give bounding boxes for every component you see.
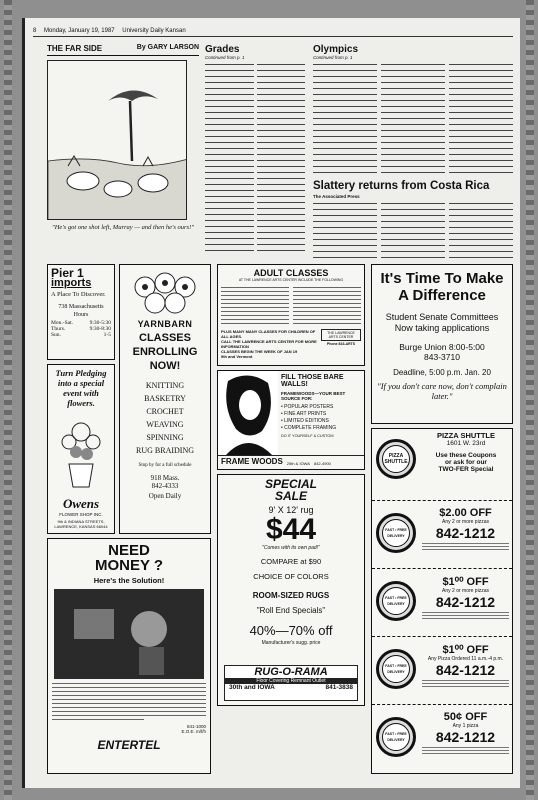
yarnbarn-name: YARNBARN [137,319,193,329]
pizza-coupon-logo [376,581,416,621]
pizza-coupon-form-line [422,612,509,613]
pizza-coupon-phone: 842-1212 [435,525,496,541]
framewoods-list-item [281,404,361,411]
rugorama-name: RUG-O-RAMA [254,666,328,678]
pier1-logo [51,268,111,288]
rug-percent-off: 40%—70% off [249,623,333,638]
senate-deadline: Deadline, 5:00 p.m. Jan. 20 [393,368,491,377]
adult-title: ADULT CLASSES [253,268,329,278]
rug-size: 9' X 12' rug [268,505,314,515]
far-side-comic [47,44,199,244]
pizza-coupon-form-line [422,686,509,687]
owens-ad [47,364,115,534]
pizza-coupon-form-line [422,615,509,616]
pizza-coupon-form-line [422,543,509,544]
pier1-hours-time: 1-5 [103,332,111,338]
page-number: 8 [33,28,37,34]
bullet-icon: • [281,404,285,410]
framewoods-list-label: FINE ART PRINTS [284,411,327,417]
framewoods-headline: FILL THOSE BARE WALLS! [281,374,344,388]
adult-classes-ad [217,264,365,366]
pizza-coupon-detail: Any Pizza Ordered 11 a.m.-4 p.m. [427,656,504,662]
comic-panel [47,60,187,220]
pizza-coupon [372,705,512,773]
bullet-icon: • [281,425,285,431]
newspaper-page [22,18,520,788]
film-sprocket-left [4,0,12,800]
pier1-hours-time: 9:30-5:30 [89,320,111,326]
framewoods-name: FRAME WOODS [221,457,283,466]
slattery-headline: Slattery returns from Costa Rica [313,180,490,192]
framewoods-list-item [281,425,361,432]
yarnbarn-ad [119,264,211,534]
rug-price: $44 [265,513,317,546]
adult-subtitle: AT THE LAWRENCE ARTS CENTER INCLUDE THE FOLLOWING [238,278,344,282]
pizza-coupon-offer: 50¢ OFF [443,711,488,723]
slattery-article [313,180,513,260]
money-phone: 841-1000 [186,724,206,729]
framewoods-list-item [281,418,361,425]
pizza-name: PIZZA SHUTTLE [436,431,496,440]
pier1-ad [47,264,115,360]
pizza-address: 1601 W. 23rd [446,440,486,447]
pizza-coupon-offer: $1⁰⁰ OFF [442,644,489,656]
pier1-hours-title: Hours [73,312,89,318]
pizza-coupon [372,569,512,637]
header-date: Monday, January 19, 1987 [44,28,115,34]
money-subhead: Here's the Solution! [93,576,165,585]
rugorama-phone: 841-3838 [325,684,353,691]
yarnbarn-class-item: WEAVING [146,420,184,429]
money-photo [54,589,204,679]
adult-phone: Phone 843-ARTS [326,342,356,346]
rugorama-logo [224,665,358,701]
slattery-source: The Associated Press [313,194,360,199]
framewoods-intro: FRAMEWOODS—YOUR BEST SOURCE FOR: [281,391,346,401]
pizza-header [372,429,512,501]
pizza-coupon-detail: Any 1 pizza [452,723,479,729]
pizza-coupon-phone: 842-1212 [435,594,496,610]
framewoods-phone: 842-4900 [313,461,331,466]
comic-byline: By GARY LARSON [136,44,199,51]
rugorama-sub: Floor Covering Remnant Outlet [225,678,357,684]
pizza-logo: PIZZA SHUTTLE [376,439,416,479]
pizza-coupon-form-line [422,549,509,550]
senate-union: Burge Union 8:00-5:00 [399,342,485,352]
pizza-ask: or ask for our [445,459,487,466]
need-money-ad [47,538,211,774]
page-header [33,28,513,37]
pizza-coupon-logo [376,649,416,689]
yarnbarn-address: 918 Mass. [150,474,180,482]
flower-bouquet-illustration [51,412,111,492]
yarnbarn-stop: Stop by for a full schedule [138,463,192,468]
comic-drawing [48,61,187,220]
framewoods-list-label: LIMITED EDITIONS [284,418,329,424]
grades-continued: Continued from p. 1 [205,55,245,60]
arts-center-logo: THE LAWRENCE ARTS CENTER [321,329,361,341]
yarnbarn-phone: 842-4333 [151,482,179,490]
pizza-coupon-offer: $2.00 OFF [439,507,492,519]
owens-name: Owens [62,496,100,511]
yarnbarn-class-item: RUG BRAIDING [136,446,194,455]
grades-body [205,62,305,256]
framewoods-ad [217,370,365,470]
woman-portrait-illustration [218,371,278,455]
adult-note-call: CALL THE LAWRENCE ARTS CENTER FOR MORE INFORMATION [221,339,317,349]
pizza-coupon-form-line [422,683,509,684]
framewoods-address: 25th & IOWA [286,461,310,466]
pizza-coupon-form-line [422,546,509,547]
pier1-hours-day: Sun. [51,332,61,338]
owens-sub: FLOWER SHOP INC. [59,512,103,517]
pizza-coupon-logo [376,513,416,553]
rug-roll-end: "Roll End Specials" [256,606,326,615]
senate-phone: 843-3710 [424,352,460,362]
framewoods-diy: DO IT YOURSELF & CUSTOM [281,434,334,438]
rug-special-2: SALE [274,489,307,503]
olympics-title: Olympics [313,44,359,55]
pizza-coupon-logo-text: FAST • FREE DELIVERY [385,732,407,742]
yarnbarn-class-item: BASKETRY [144,394,186,403]
student-senate-ad [371,264,513,424]
pizza-coupon-phone: 842-1212 [435,662,496,678]
bullet-icon: • [281,411,285,417]
pier1-hours [51,320,111,338]
pizza-coupon-form-line [422,747,509,748]
rug-special-1: SPECIAL [264,477,317,491]
yarnbarn-class-item: SPINNING [146,433,184,442]
pier1-logo-line1: Pier 1 [51,266,84,280]
bullet-icon: • [281,418,285,424]
pier1-logo-line2: imports [51,277,92,289]
pizza-coupon-logo [376,717,416,757]
framewoods-list [281,404,361,432]
pizza-coupon-logo-text: FAST • FREE DELIVERY [385,596,407,606]
pizza-coupon-list [372,501,512,773]
pizza-twofer: TWO-FER Special [438,466,494,473]
money-eoe: E.O.E. m/f/h [181,729,206,734]
adult-address: 9th and Vermont [221,354,253,359]
adult-class-listing [221,284,361,327]
olympics-article [313,44,513,176]
pizza-coupon-form-line [422,618,509,619]
senate-quote: "If you don't care now, don't complain later." [377,381,507,401]
rugorama-address: 30th and IOWA [229,684,275,691]
pier1-tagline: A Place To Discover. [51,291,106,298]
sheep-illustration [125,269,205,319]
pier1-hours-day: Mon.-Sat. [51,320,73,326]
header-paper: University Daily Kansan [122,28,186,34]
yarnbarn-class-item: KNITTING [145,381,185,390]
grades-article [205,44,305,256]
pizza-coupon-form-line [422,750,509,751]
framewoods-list-item [281,411,361,418]
pizza-coupon-detail: Any 2 or more pizzas [442,588,489,594]
adult-note-children: PLUS MANY MANY CLASSES FOR CHILDREN OF ALL AGES. [221,329,316,339]
pizza-coupon [372,637,512,705]
money-headline-1: NEED [108,542,150,559]
framewoods-list-label: COMPLETE FRAMING [284,425,337,431]
film-sprocket-right [526,0,534,800]
rug-own-pad: "Comes with its own pad!" [262,545,320,551]
owens-address: 9th & INDIANA STREETS, LAWRENCE, KANSAS 66044 [54,519,108,529]
rug-msrp: Manufacturer's sugg. price [261,640,321,646]
comic-title: THE FAR SIDE [47,44,103,53]
senate-subhead: Student Senate Committees Now taking applications [385,312,499,333]
pizza-coupon-detail: Any 2 or more pizzas [442,519,489,525]
rug-special-ad [217,474,365,706]
pizza-coupon-phone: 842-1212 [435,729,496,745]
yarnbarn-class-list [124,379,206,457]
pizza-coupon [372,501,512,569]
money-company: ENTERTEL [97,738,161,752]
pier1-hours-time: 9:30-8:30 [89,326,111,332]
pier1-hours-day: Thurs. [51,326,66,332]
framewoods-list-label: POPULAR POSTERS [284,404,334,410]
pizza-use: Use these Coupons [435,452,497,459]
grades-title: Grades [205,44,240,55]
pizza-coupon-form-line [422,753,509,754]
yarnbarn-open: Open Daily [148,492,182,500]
comic-caption: "He's got one shot left, Murray — and then he's ours!" [51,224,195,231]
yarnbarn-headline: CLASSES ENROLLING NOW! [132,332,198,372]
pizza-shuttle-ad [371,428,513,774]
pizza-coupon-logo-text: FAST • FREE DELIVERY [385,664,407,674]
owens-headline: Turn Pledging into a special event with flowers. [55,368,107,408]
rug-colors: CHOICE OF COLORS [253,572,329,581]
pier1-hours-row [51,332,111,338]
pizza-coupon-offer: $1⁰⁰ OFF [442,576,489,588]
senate-headline: It's Time To Make A Difference [380,270,504,304]
olympics-continued: Continued from p. 1 [313,55,353,60]
money-headline-2: MONEY ? [94,557,164,574]
yarnbarn-class-item: CROCHET [146,407,184,416]
pizza-coupon-form-line [422,680,509,681]
pier1-address: 738 Massachusetts [58,304,104,310]
rug-room-sized: ROOM-SIZED RUGS [252,591,330,600]
pizza-coupon-logo-text: FAST • FREE DELIVERY [385,528,407,538]
adult-note-begin: CLASSES BEGIN THE WEEK OF JAN 19 [221,349,298,354]
rug-compare: COMPARE at $90 [260,557,322,566]
